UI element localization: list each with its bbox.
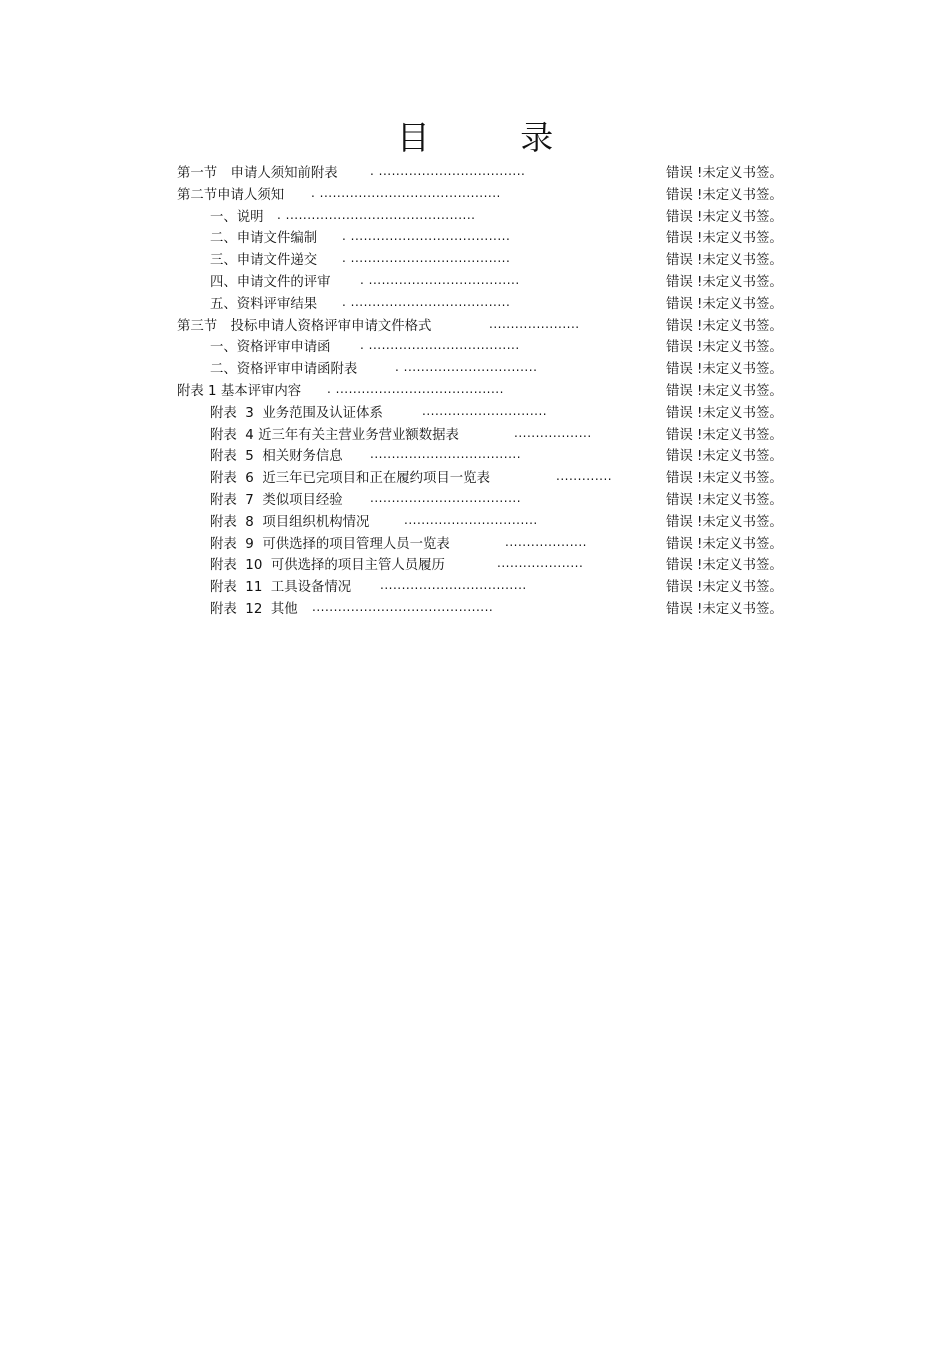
toc-entry[interactable] xyxy=(177,599,797,621)
toc-entry-page-ref: 错误 !未定义书签。 xyxy=(666,580,783,596)
toc-entry-leader: ............................. xyxy=(422,403,548,418)
toc-entry-page-ref: 错误 !未定义书签。 xyxy=(666,405,783,421)
toc-entry[interactable] xyxy=(177,294,797,316)
toc-entry-leader: . ............................................ xyxy=(277,207,476,222)
toc-entry[interactable] xyxy=(177,490,797,512)
toc-entry-label: 一、说明 xyxy=(210,209,264,225)
toc-entry[interactable] xyxy=(177,163,797,185)
toc-entry-label: 第二节申请人须知 xyxy=(177,187,285,203)
toc-entry-page-ref: 错误 !未定义书签。 xyxy=(666,187,783,203)
toc-entry-page-ref: 错误 !未定义书签。 xyxy=(666,449,783,465)
toc-entry[interactable] xyxy=(177,337,797,359)
toc-entry-label: 第一节 申请人须知前附表 xyxy=(177,166,338,181)
toc-entry[interactable] xyxy=(177,359,797,381)
toc-entry-label: 附表 10 可供选择的项目主管人员履历 xyxy=(210,558,445,574)
toc-entry-page-ref: 错误 !未定义书签。 xyxy=(666,514,783,530)
toc-entry-leader: .................................. xyxy=(380,578,527,593)
toc-entry-leader: . ................................... xyxy=(360,272,520,287)
toc-entry-label: 附表 9 可供选择的项目管理人员一览表 xyxy=(210,536,450,552)
toc-entry-label: 附表 12 其他 xyxy=(210,601,298,617)
toc-entry[interactable] xyxy=(177,250,797,272)
toc-entry[interactable] xyxy=(177,272,797,294)
toc-entry-leader: . ..................................... xyxy=(342,251,511,266)
toc-entry[interactable] xyxy=(177,381,797,403)
toc-entry-leader: ................................... xyxy=(370,447,522,462)
toc-entry[interactable] xyxy=(177,316,797,338)
toc-entry-page-ref: 错误 !未定义书签。 xyxy=(666,536,783,552)
toc-entry[interactable] xyxy=(177,446,797,468)
toc-entry-label: 二、资格评审申请函附表 xyxy=(210,362,358,378)
toc-entry-label: 四、申请文件的评审 xyxy=(210,274,331,290)
toc-entry-leader: . ................................... xyxy=(360,338,520,353)
toc-entry-leader: .................... xyxy=(497,556,584,571)
toc-entry-leader: . .......................................... xyxy=(311,185,501,200)
toc-entry-leader: ................................... xyxy=(370,490,522,505)
toc-entry-leader: ............................... xyxy=(404,512,538,527)
toc-entry[interactable] xyxy=(177,555,797,577)
toc-entry-page-ref: 错误 !未定义书签。 xyxy=(666,253,783,269)
toc-entry-page-ref: 错误 !未定义书签。 xyxy=(666,383,783,399)
toc-entry-leader: . ....................................... xyxy=(327,381,504,396)
toc-entry-page-ref: 错误 !未定义书签。 xyxy=(666,274,783,290)
toc-entry[interactable] xyxy=(177,425,797,447)
toc-entry-page-ref: 错误 !未定义书签。 xyxy=(666,601,783,617)
toc-entry-leader: .......................................... xyxy=(312,599,494,614)
toc-entry-label: 附表 8 项目组织机构情况 xyxy=(210,514,370,530)
toc-entry-leader: ................... xyxy=(505,534,587,549)
toc-entry-page-ref: 错误 !未定义书签。 xyxy=(666,427,783,443)
toc-entry-leader: ............. xyxy=(556,469,613,484)
toc-entry-label: 二、申请文件编制 xyxy=(210,231,318,247)
toc-entry-page-ref: 错误 !未定义书签。 xyxy=(666,340,783,356)
toc-title: 目 录 xyxy=(396,118,594,157)
toc-entry-label: 附表 7 类似项目经验 xyxy=(210,492,343,508)
toc-entry-label: 附表 6 近三年已完项目和正在履约项目一览表 xyxy=(210,471,490,487)
toc-list xyxy=(177,163,797,621)
toc-entry-page-ref: 错误 !未定义书签。 xyxy=(666,318,783,334)
toc-entry[interactable] xyxy=(177,512,797,534)
toc-entry-page-ref: 错误 !未定义书签。 xyxy=(666,471,783,487)
toc-entry[interactable] xyxy=(177,403,797,425)
toc-entry-label: 三、申请文件递交 xyxy=(210,253,318,269)
toc-entry-leader: .................. xyxy=(514,425,592,440)
toc-entry-label: 附表 4 近三年有关主营业务营业额数据表 xyxy=(210,427,459,443)
toc-entry-leader: ..................... xyxy=(489,316,580,331)
toc-entry-page-ref: 错误 !未定义书签。 xyxy=(666,231,783,247)
toc-entry-label: 第三节 投标申请人资格评审申请文件格式 xyxy=(177,318,432,334)
toc-entry-label: 五、资料评审结果 xyxy=(210,296,318,312)
toc-entry[interactable] xyxy=(177,207,797,229)
toc-entry-leader: . ............................... xyxy=(395,360,538,375)
toc-entry-page-ref: 错误 !未定义书签。 xyxy=(666,296,783,312)
toc-entry[interactable] xyxy=(177,577,797,599)
toc-entry-leader: . .................................. xyxy=(370,164,526,178)
toc-entry[interactable] xyxy=(177,534,797,556)
toc-entry[interactable] xyxy=(177,185,797,207)
toc-entry-label: 附表 1 基本评审内容 xyxy=(177,383,302,399)
toc-entry[interactable] xyxy=(177,468,797,490)
toc-entry-page-ref: 错误 !未定义书签。 xyxy=(666,362,783,378)
toc-entry-label: 附表 5 相关财务信息 xyxy=(210,449,343,465)
toc-entry-page-ref: 错误 !未定义书签。 xyxy=(666,209,783,225)
toc-entry-label: 附表 3 业务范围及认证体系 xyxy=(210,405,383,421)
toc-entry-page-ref: 错误 !未定义书签。 xyxy=(666,558,783,574)
toc-entry[interactable] xyxy=(177,228,797,250)
toc-entry-leader: . ..................................... xyxy=(342,229,511,244)
toc-entry-label: 附表 11 工具设备情况 xyxy=(210,580,352,596)
toc-entry-page-ref: 错误 !未定义书签。 xyxy=(666,166,783,181)
toc-entry-leader: . ..................................... xyxy=(342,294,511,309)
toc-entry-page-ref: 错误 !未定义书签。 xyxy=(666,492,783,508)
toc-entry-label: 一、资格评审申请函 xyxy=(210,340,331,356)
